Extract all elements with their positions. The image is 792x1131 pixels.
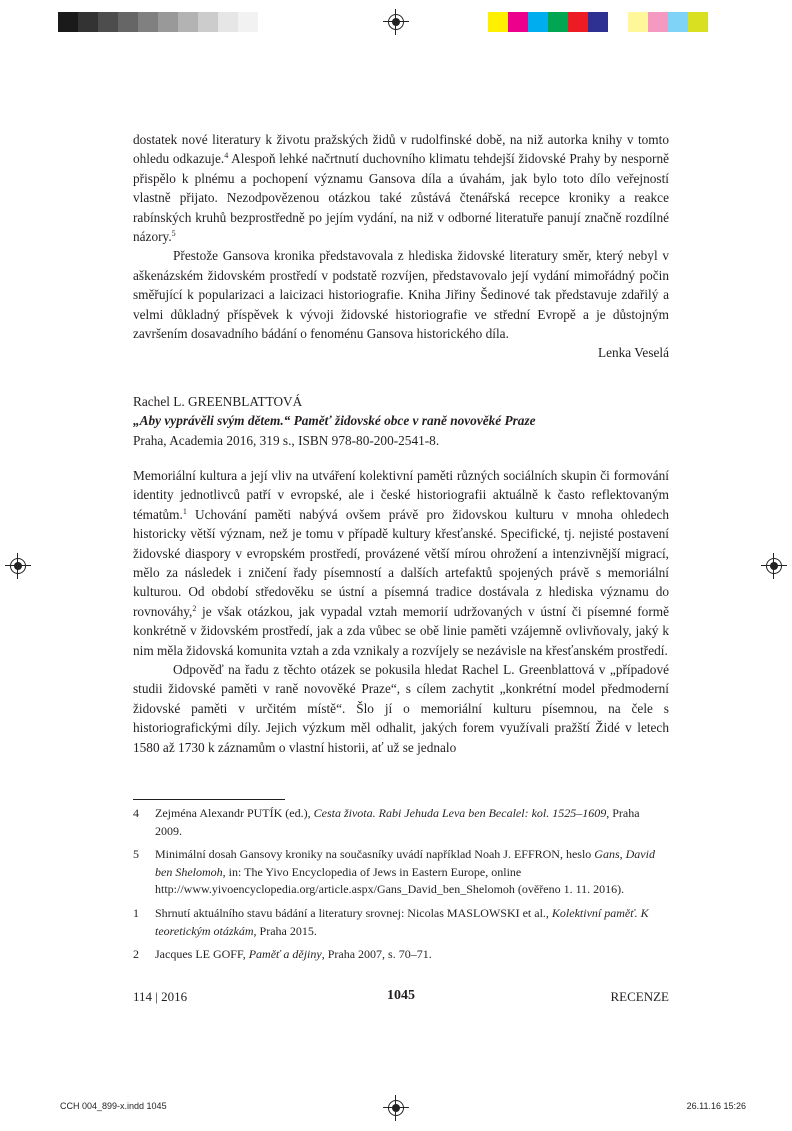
footnote: 4 Zejména Alexandr PUTÍK (ed.), Cesta života. Rabi Jehuda Leva ben Becalel: kol. 1525–1609, Praha 2009. — [133, 806, 640, 838]
color-swatch — [568, 12, 588, 32]
review-body — [133, 466, 669, 757]
gray-swatch — [98, 12, 118, 32]
color-swatch — [488, 12, 508, 32]
gray-swatch — [218, 12, 238, 32]
gray-swatch — [138, 12, 158, 32]
color-swatch — [548, 12, 568, 32]
paragraph: Memoriální kultura a její vliv na utváření kolektivní paměti různých sociálních skupin či formování identity jednotlivců patří v evropské, ale i české historiografii aktuálně k často reflektovaným tématům.$^1$ Uchování paměti nabývá ovšem právě pro židovskou kulturu v mnoha ohledech historicky větší význam, než je tomu v případě kultury křesťanské. Specifické, tj. nejisté postavení židovské diaspory v evropském prostředí, provázené větší mírou ohrožení a intenzivnější migrací, mělo za následek i zničení řady písemností a dalších artefaktů spojených právě s memoriální kulturou. Od období středověku se ústní a písemná tradice dostávala z hlediska významu do rovnováhy,$^2$ je však otázkou, jak vypadal vztah memorií udržovaných v ústní či písemné formě konkrétně v židovském prostředí, jak a zda vůbec se obě linie paměti vzájemně ovlivňovaly, jaký k nim měla židovská komunita vztah a zda vznikaly a rozvíjely se nezávisle na křesťanském prostředí. — [133, 468, 669, 658]
color-swatch — [608, 12, 628, 32]
publication-details: Praha, Academia 2016, 319 s., ISBN 978-80-200-2541-8. — [133, 432, 440, 448]
color-calibration-bar — [488, 12, 708, 32]
color-swatch — [688, 12, 708, 32]
journal-volume: 114 | 2016 — [133, 989, 188, 1004]
gray-swatch — [158, 12, 178, 32]
gray-swatch — [58, 12, 78, 32]
registration-mark-left — [9, 557, 27, 575]
page-footer — [133, 989, 669, 1009]
footnote-ref[interactable]: 1 — [182, 506, 187, 516]
footnote-ref[interactable]: 2 — [192, 603, 197, 613]
gray-swatch — [178, 12, 198, 32]
paragraph: dostatek nové literatury k životu pražských židů v rudolfinské době, na niž autorka knihy v tomto ohledu odkazuje.$^4$ Alespoň lehké načrtnutí duchovního klimatu tehdejší židovské Prahy by nesporně přispělo k plnému a pochopení významu Gansova díla a úvahám, jak bylo toto dílo veřejností vlastně přijato. Nezodpovězenou otázkou také zůstává čtenářská recepce kroniky a reakce rabínských kruhů bezprostředně po jejím vydání, na niž v odborné literatuře panují značně rozdílné názory.$^5$ — [133, 132, 670, 245]
color-swatch — [628, 12, 648, 32]
gray-calibration-bar — [58, 12, 258, 32]
review-header — [133, 392, 669, 450]
footnote-ref[interactable]: 4 — [224, 151, 229, 161]
registration-mark-right — [765, 557, 783, 575]
footnote: 1 Shrnutí aktuálního stavu bádání a literatury srovnej: Nicolas MASLOWSKI et al., Kolektivní paměť. K teoretickým otázkám, Praha 2015. — [133, 905, 649, 938]
footnote: 5 Minimální dosah Gansovy kroniky na současníky uvádí například Noah J. EFFRON, heslo Gans, David ben Shelomoh, in: The Yivo Encyclopedia of Jews in Eastern Europe, online http://www.yivoencyclopedia.org/article.aspx/Gans_David_ben_Shelomoh (ověřeno 1. 11. 2016). — [133, 847, 655, 897]
color-swatch — [508, 12, 528, 32]
paragraph: Přestože Gansova kronika představovala z hlediska židovské literatury směr, který nebyl v aškenázském židovském prostředí v podstatě rozvíjen, představovalo její vydání mimořádný počin směřující k popularizaci a laicizaci historiografie. Kniha Jiřiny Šedinové tak představuje zdařilý a velmi důkladný příspěvek k vývoji židovské historiografie ve střední Evropě a je důstojným završením dosavadního bádání o fenoménu Gansova historického díla. — [133, 248, 669, 342]
registration-mark-top — [387, 13, 405, 31]
footnotes — [133, 805, 669, 970]
color-swatch — [668, 12, 688, 32]
review-signature: Lenka Veselá — [597, 345, 669, 361]
gray-swatch — [118, 12, 138, 32]
gray-swatch — [198, 12, 218, 32]
footnote-ref[interactable]: 5 — [171, 229, 176, 239]
slug-timestamp: 26.11.16 15:26 — [686, 1101, 746, 1111]
gray-swatch — [78, 12, 98, 32]
footnote-separator — [133, 799, 285, 800]
page-number: 1045 — [387, 988, 415, 1003]
color-swatch — [528, 12, 548, 32]
gray-swatch — [238, 12, 258, 32]
reviewed-book-title: „Aby vyprávěli svým dětem.“ Paměť židovské obce v raně novověké Praze — [133, 413, 536, 429]
color-swatch — [588, 12, 608, 32]
reviewed-author: Rachel L. GREENBLATTOVÁ — [133, 394, 303, 409]
slug-file-info: CCH 004_899-x.indd 1045 — [60, 1101, 167, 1111]
section-name: RECENZE — [610, 989, 669, 1004]
registration-mark-bottom — [387, 1099, 405, 1117]
footnote: 2 Jacques LE GOFF, Paměť a dějiny, Praha 2007, s. 70–71. — [133, 947, 432, 962]
paragraph: Odpověď na řadu z těchto otázek se pokusila hledat Rachel L. Greenblattová v „případové studii židovské paměti v raně novověké Praze“, s cílem zachytit „konkrétní model předmoderní židovské paměti v určitém místě“. Šlo jí o memoriální kulturu písemnou, na čele s historiografickými díly. Jejich výzkum měl odhalit, jakých forem využívali pražští Židé v letech 1580 až 1730 k záznamům o vlastní historii, ať už se jednalo — [133, 662, 669, 755]
color-swatch — [648, 12, 668, 32]
previous-review-text — [133, 130, 669, 363]
